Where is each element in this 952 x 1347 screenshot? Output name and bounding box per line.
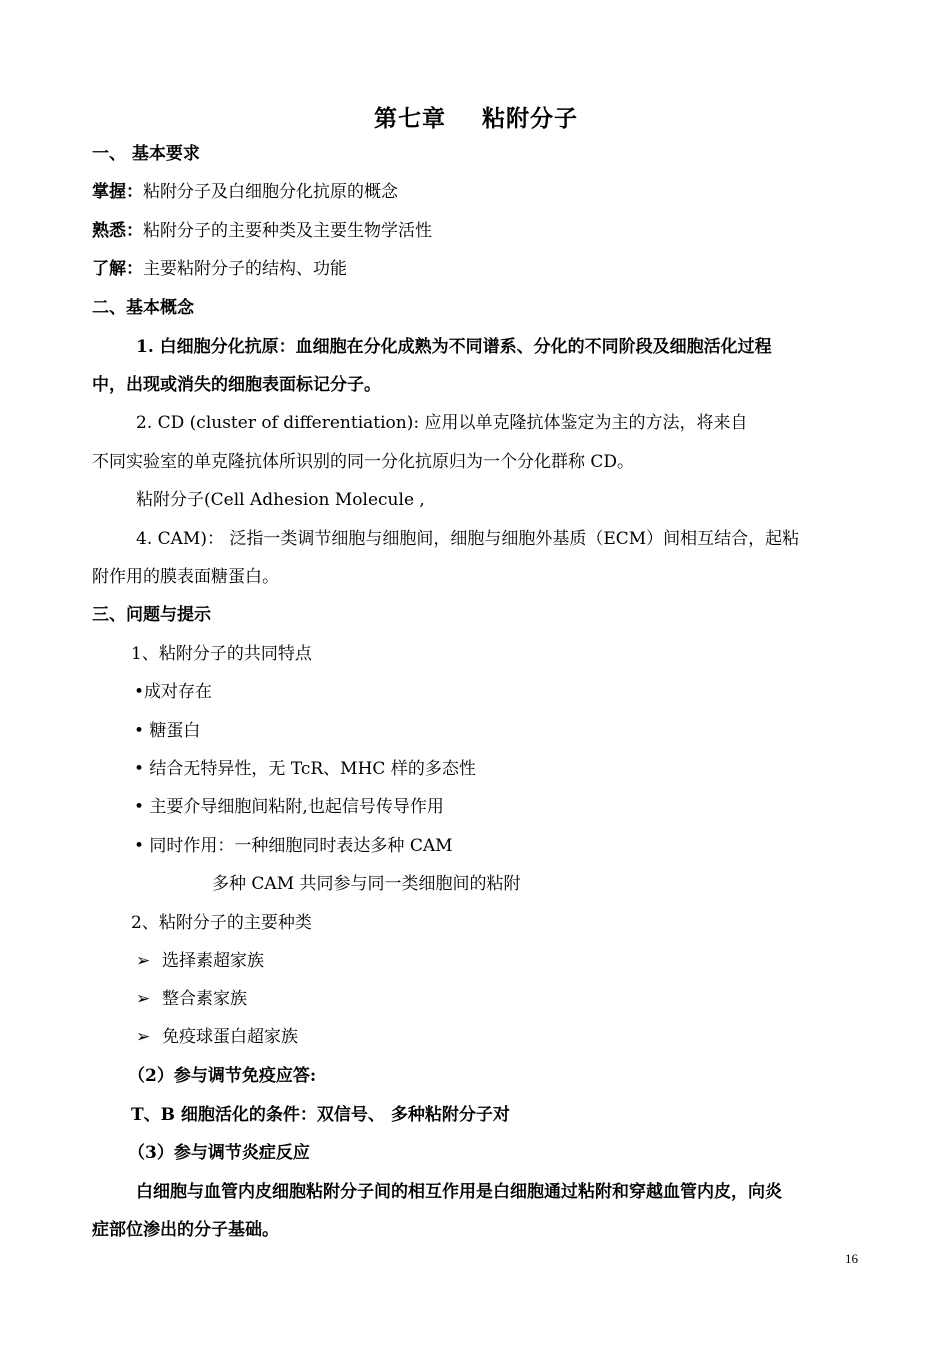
bullet-continuation: 多种 CAM 共同参与同一类细胞间的粘附 (212, 874, 521, 894)
question-1: 1、粘附分子的共同特点 (131, 644, 312, 664)
concept-2-line2: 不同实验室的单克隆抗体所识别的同一分化抗原归为一个分化群称 CD。 (92, 452, 635, 472)
chapter-title: 第七章 粘附分子 (373, 105, 579, 132)
arrow-bullet-icon: ➢ (136, 989, 151, 1009)
requirement-text: 主要粘附分子的结构、功能 (143, 259, 347, 279)
requirement-text: 粘附分子及白细胞分化抗原的概念 (143, 182, 398, 202)
requirement-label: 熟悉： (92, 221, 143, 241)
bullet-item: • 同时作用：一种细胞同时表达多种 CAM (134, 836, 453, 856)
concept-4-line2: 附作用的膜表面糖蛋白。 (92, 567, 279, 587)
requirement-label: 掌握： (92, 182, 143, 202)
arrow-item: ➢ 整合素家族 (136, 989, 247, 1009)
concept-4-line1: 4. CAM)： 泛指一类调节细胞与细胞间，细胞与细胞外基质（ECM）间相互结合，起粘 (136, 529, 800, 549)
requirement-text: 粘附分子的主要种类及主要生物学活性 (143, 221, 432, 241)
inflammation-line2: 症部位渗出的分子基础。 (92, 1220, 279, 1240)
immune-response-text: T、B 细胞活化的条件：双信号、 多种粘附分子对 (131, 1105, 510, 1125)
inflammation-line1: 白细胞与血管内皮细胞粘附分子间的相互作用是白细胞通过粘附和穿越血管内皮，向炎 (136, 1182, 782, 1202)
concept-1-line1: 1. 白细胞分化抗原：血细胞在分化成熟为不同谱系、分化的不同阶段及细胞活化过程 (136, 337, 772, 357)
arrow-item: ➢ 免疫球蛋白超家族 (136, 1027, 298, 1047)
question-2: 2、粘附分子的主要种类 (131, 913, 312, 933)
bullet-item: • 糖蛋白 (134, 721, 201, 741)
requirement-label: 了解： (92, 259, 143, 279)
arrow-item: ➢ 选择素超家族 (136, 951, 264, 971)
concept-1-line2: 中，出现或消失的细胞表面标记分子。 (92, 375, 381, 395)
requirement-understand (92, 258, 347, 280)
arrow-bullet-icon: ➢ (136, 1027, 151, 1047)
arrow-bullet-icon: ➢ (136, 951, 151, 971)
bullet-item: • 主要介导细胞间粘附,也起信号传导作用 (134, 797, 444, 817)
subheading-immune-response: （2）参与调节免疫应答: (128, 1066, 317, 1086)
section-heading-requirements: 一、 基本要求 (92, 144, 200, 164)
requirement-familiar (92, 220, 432, 242)
requirement-master (92, 181, 398, 203)
concept-3: 粘附分子(Cell Adhesion Molecule , (136, 490, 425, 510)
bullet-item: • 结合无特异性，无 TcR、MHC 样的多态性 (134, 759, 476, 779)
section-heading-concepts: 二、基本概念 (92, 298, 194, 318)
bullet-item: •成对存在 (134, 682, 213, 702)
subheading-inflammation: （3）参与调节炎症反应 (128, 1143, 310, 1163)
section-heading-questions: 三、问题与提示 (92, 605, 211, 625)
concept-2-line1: 2. CD (cluster of differentiation): 应用以单克隆抗体鉴定为主的方法，将来自 (136, 413, 748, 433)
page-number: 16 (845, 1251, 858, 1266)
